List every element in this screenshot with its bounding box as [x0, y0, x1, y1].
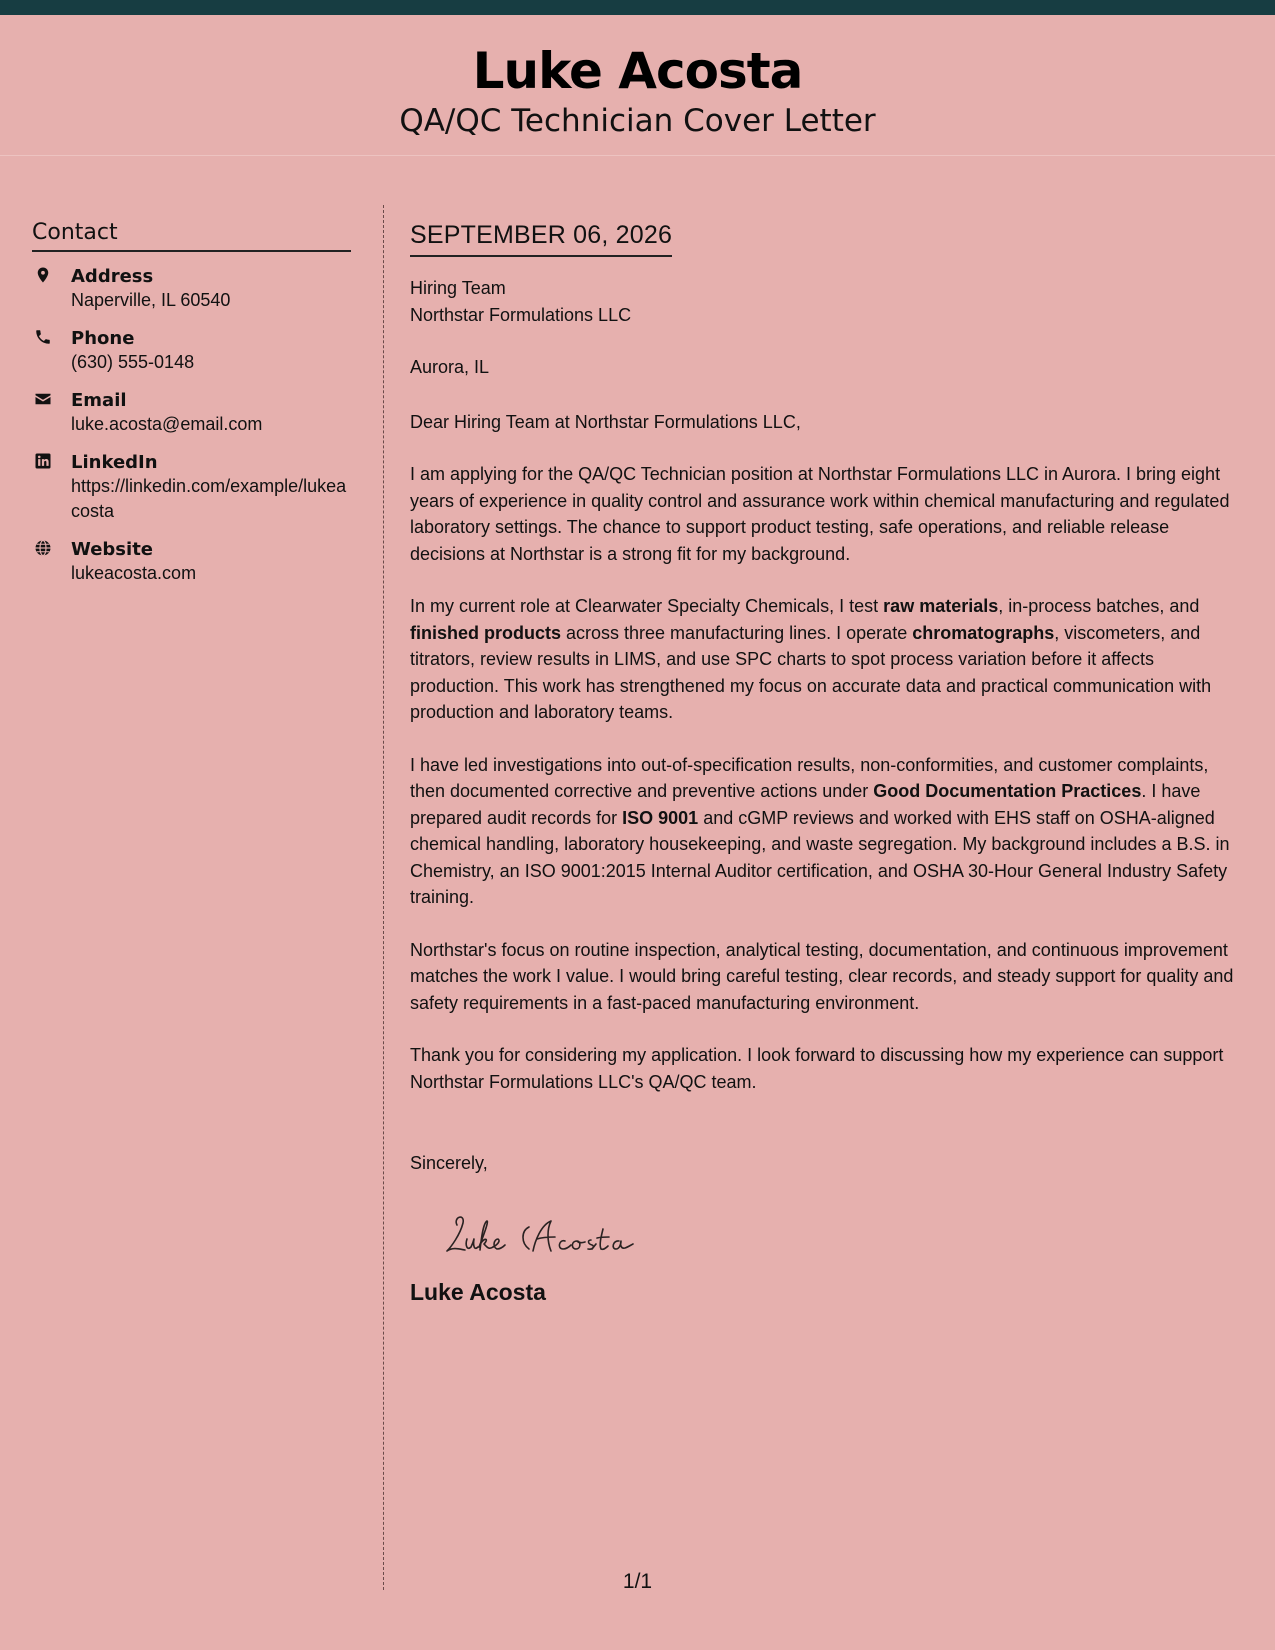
column-divider — [383, 205, 384, 1590]
letter-paragraph — [410, 937, 1240, 1017]
text-run: I have led investigations into out-of-specification results, non-conformities, and customer complaints, then documented corrective and preventive actions under — [410, 754, 1209, 801]
bold-phrase: chromatographs — [912, 622, 1055, 643]
contact-website — [32, 538, 351, 586]
envelope-icon — [34, 390, 52, 408]
text-run: , in-process batches, and — [998, 596, 1200, 616]
text-run: and cGMP reviews and worked with EHS staff on OSHA-aligned chemical handling, laboratory housekeeping, and waste segregation. My background includes a B.S. in Chemistry, an ISO 9001:2015 Internal Auditor certification, and OSHA 30-Hour General Industry Safety training. — [410, 807, 1230, 907]
contact-label-linkedin: LinkedIn — [71, 452, 158, 473]
text-run: across three manufacturing lines. I operate — [561, 622, 913, 643]
bold-phrase: ISO 9001 — [622, 807, 699, 828]
bold-phrase: finished products — [410, 622, 562, 643]
letter-paragraph — [410, 752, 1240, 911]
text-run: I am applying for the QA/QC Technician position at Northstar Formulations LLC in Aurora. I bring eight years of experience in quality control and assurance work within chemical manufacturing and regulated laboratory settings. The chance to support product testing, safe operations, and reliable release decisions at Northstar is a strong fit for my background. — [410, 464, 1230, 564]
contact-value-email[interactable]: luke.acosta@email.com — [71, 414, 263, 434]
globe-icon — [34, 539, 52, 557]
contact-email — [32, 389, 351, 437]
recipient-line: Hiring Team — [410, 278, 506, 298]
letter-paragraph — [410, 1042, 1240, 1095]
signer-name: Luke Acosta — [410, 1278, 546, 1305]
contact-value-address: Naperville, IL 60540 — [71, 290, 231, 310]
top-accent-bar — [0, 0, 1275, 15]
recipient-location: Aurora, IL — [410, 357, 490, 377]
linkedin-icon — [34, 452, 52, 470]
bold-phrase: raw materials — [883, 596, 999, 616]
text-run: Northstar's focus on routine inspection, analytical testing, documentation, and continuous improvement matches the work I value. I would bring careful testing, clear records, and steady support for quality and safety requirements in a fast-paced manufacturing environment. — [410, 939, 1234, 1013]
contact-sidebar — [32, 218, 351, 586]
contact-linkedin — [32, 451, 351, 524]
recipient-block — [410, 275, 1240, 328]
closing: Sincerely, — [410, 1153, 488, 1173]
map-pin-icon — [34, 266, 52, 284]
contact-value-phone: (630) 555-0148 — [71, 352, 195, 372]
contact-label-website: Website — [71, 539, 154, 560]
contact-label-phone: Phone — [71, 328, 135, 349]
phone-icon — [34, 328, 52, 346]
contact-phone — [32, 327, 351, 375]
text-run: . I have prepared audit records for — [410, 781, 1201, 828]
text-run: In my current role at Clearwater Specialty Chemicals, I test — [410, 596, 884, 616]
letter-paragraph — [410, 593, 1240, 726]
document-subtitle: QA/QC Technician Cover Letter — [399, 103, 876, 139]
letter-body — [410, 218, 1240, 1307]
contact-value-linkedin[interactable]: https://linkedin.com/example/lukeacosta — [71, 476, 347, 521]
contact-value-website[interactable]: lukeacosta.com — [71, 563, 197, 583]
bold-phrase: Good Documentation Practices — [873, 781, 1142, 801]
letter-date: SEPTEMBER 06, 2026 — [410, 218, 672, 257]
text-run: Thank you for considering my application. I look forward to discussing how my experience can support Northstar Formulations LLC's QA/QC team. — [410, 1045, 1224, 1092]
page-header — [0, 15, 1275, 156]
recipient-company: Northstar Formulations LLC — [410, 304, 632, 325]
applicant-name: Luke Acosta — [472, 42, 803, 100]
salutation: Dear Hiring Team at Northstar Formulations LLC, — [410, 411, 801, 432]
page-number: 1/1 — [622, 1570, 653, 1593]
letter-paragraphs — [410, 461, 1240, 1095]
letter-paragraph — [410, 461, 1240, 567]
contact-heading: Contact — [32, 218, 351, 252]
contact-label-email: Email — [71, 390, 127, 411]
handwritten-signature — [443, 1207, 1240, 1265]
contact-label-address: Address — [71, 266, 154, 287]
contact-address — [32, 265, 351, 313]
text-run: , viscometers, and titrators, review results in LIMS, and use SPC charts to spot process variation before it affects production. This work has strengthened my focus on accurate data and practical communication with production and laboratory teams. — [410, 622, 1212, 722]
